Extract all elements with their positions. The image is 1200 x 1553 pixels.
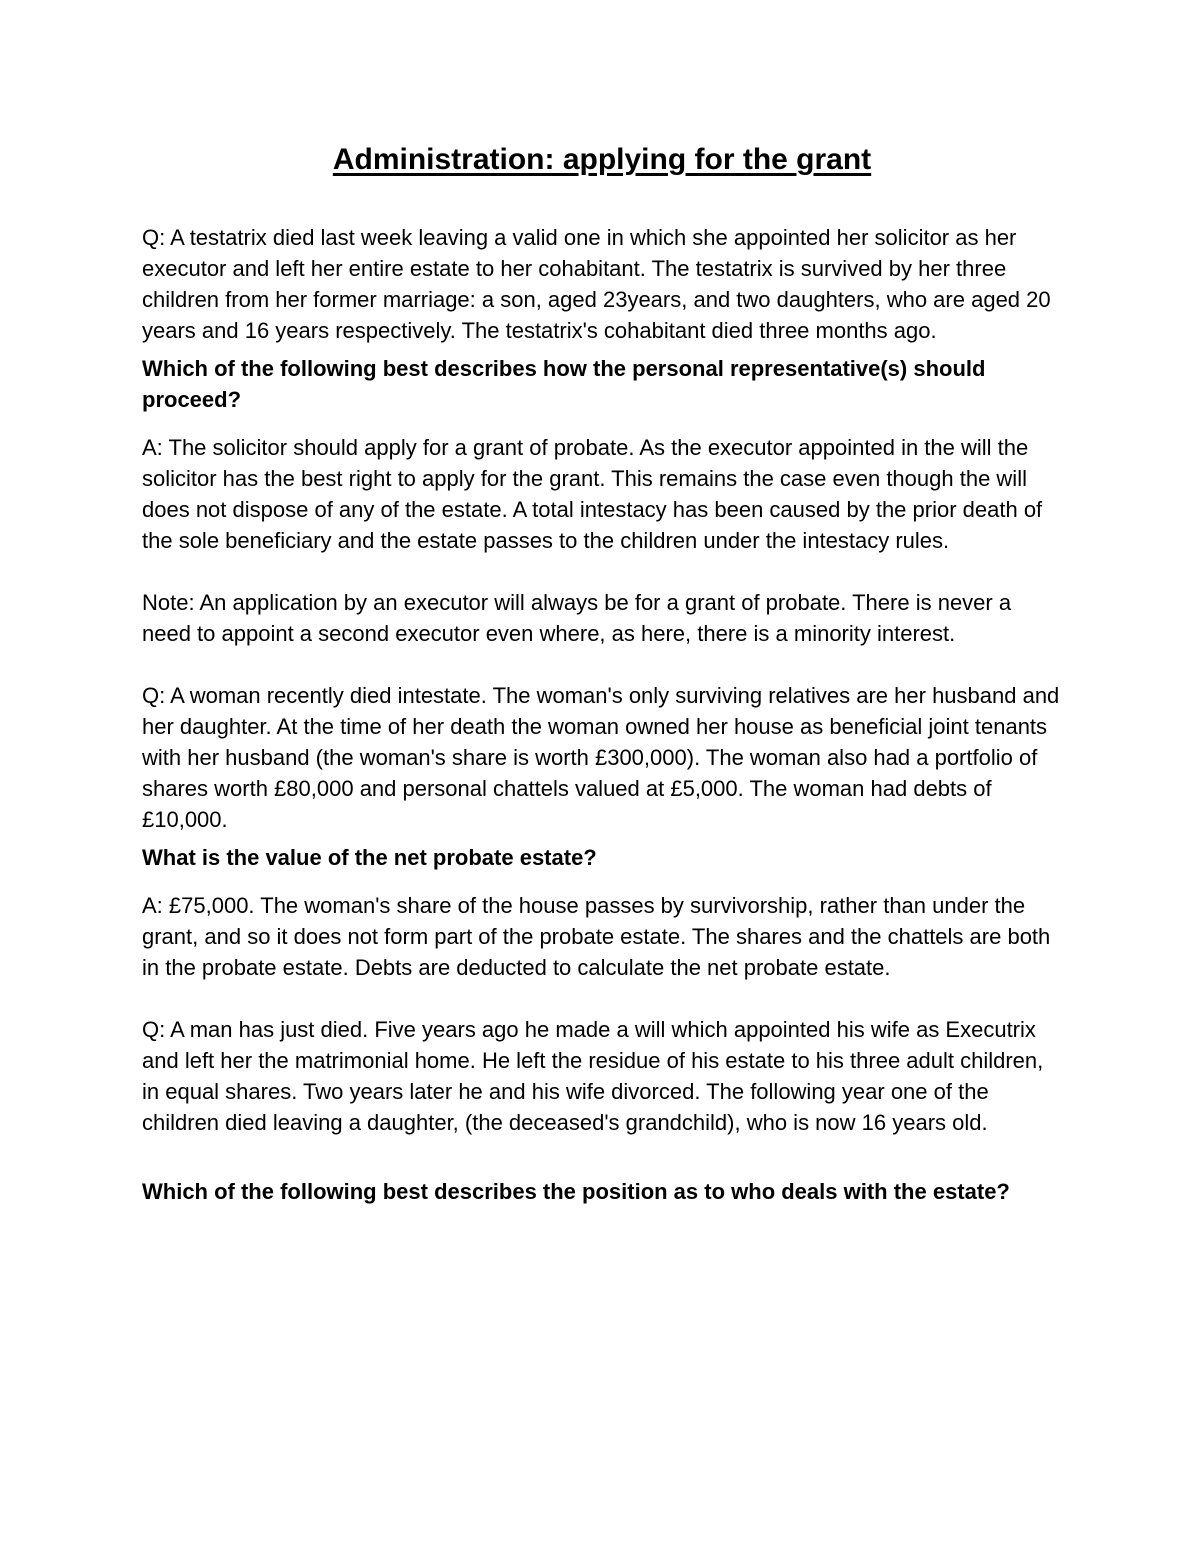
answer-1-text: A: The solicitor should apply for a grant of probate. As the executor appointed in the will the solicitor has the best right to apply for the grant. This remains the case even though the will does not dispose of any of the estate. A total intestacy has been caused by the prior death of the sole beneficiary and the estate passes to the children under the intestacy rules. bbox=[142, 435, 1043, 553]
answer-2-text: A: £75,000. The woman's share of the house passes by survivorship, rather than under the grant, and so it does not form part of the probate estate. The shares and the chattels are both in the probate estate. Debts are deducted to calculate the net probate estate. bbox=[142, 893, 1051, 980]
question-2-prompt: What is the value of the net probate estate? bbox=[142, 845, 597, 870]
answer-1-note: Note: An application by an executor will always be for a grant of probate. There is never a need to appoint a second executor even where, as here, there is a minority interest. bbox=[142, 590, 1012, 646]
document-page bbox=[142, 128, 1062, 1224]
question-3-text: Q: A man has just died. Five years ago he made a will which appointed his wife as Executrix and left her the matrimonial home. He left the residue of his estate to his three adult children, in equal shares. Two years later he and his wife divorced. The following year one of the children died leaving a daughter, (the deceased's grandchild), who is now 16 years old. bbox=[142, 1017, 1044, 1135]
question-2-text: Q: A woman recently died intestate. The woman's only surviving relatives are her husband and her daughter. At the time of her death the woman owned her house as beneficial joint tenants with her husband (the woman's share is worth £300,000). The woman also had a portfolio of shares worth £80,000 and personal chattels valued at £5,000. The woman had debts of £10,000. bbox=[142, 683, 1060, 832]
page-title: Administration: applying for the grant bbox=[332, 143, 872, 176]
question-1-prompt: Which of the following best describes how the personal representative(s) should proceed? bbox=[142, 356, 986, 412]
question-3-prompt: Which of the following best describes the position as to who deals with the estate? bbox=[142, 1179, 1010, 1204]
question-1-text: Q: A testatrix died last week leaving a valid one in which she appointed her solicitor as her executor and left her entire estate to her cohabitant. The testatrix is survived by her three children from her former marriage: a son, aged 23years, and two daughters, who are aged 20 years and 16 years respectively. The testatrix's cohabitant died three months ago. bbox=[142, 225, 1051, 343]
